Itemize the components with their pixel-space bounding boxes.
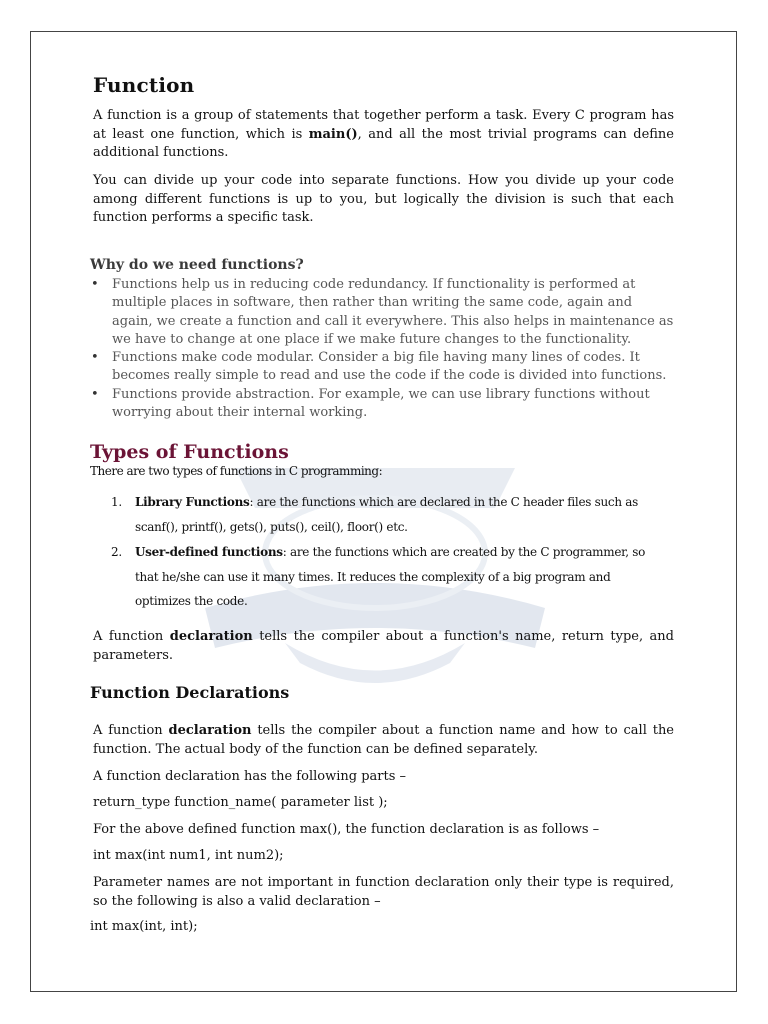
list-item: • Functions provide abstraction. For example, we can use library functions without worrying about their internal working.	[90, 386, 676, 423]
declarations-paragraph-2: A function declaration has the following parts –	[93, 769, 407, 784]
declarations-paragraph-4: Parameter names are not important in function declaration only their type is required, so the following is also a valid declaration –	[93, 875, 674, 909]
why-heading: Why do we need functions?	[90, 257, 304, 273]
code-line: int max(int num1, int num2);	[93, 848, 284, 863]
declaration-term: declaration	[168, 723, 252, 738]
declarations-heading: Function Declarations	[90, 683, 290, 702]
list-item-term: User-defined functions	[135, 545, 283, 559]
list-item: • Functions make code modular. Consider a big file having many lines of codes. It becomes really simple to read and use the code if the code is divided into functions.	[90, 349, 676, 386]
list-item-text: : are the functions which are created by the C programmer, so that he/she can use it many times. It reduces the complexity of a big program and optimizes the code.	[135, 545, 646, 608]
page-title: Function	[93, 73, 195, 97]
intro-paragraph-2: You can divide up your code into separate functions. How you divide up your code among different functions is up to you, but logically the division is such that each function performs a specific task.	[93, 173, 674, 225]
main-function-name: main()	[308, 126, 358, 142]
types-heading: Types of Functions	[90, 441, 289, 463]
list-item	[110, 540, 662, 614]
why-bullet-list	[90, 276, 676, 422]
declaration-intro: A function declaration tells the compiler about a function's name, return type, and parameters.	[93, 629, 675, 663]
list-item-term: Library Functions	[135, 495, 250, 509]
types-intro: There are two types of functions in C programming:	[90, 464, 383, 478]
list-number: 1.	[111, 495, 122, 509]
list-item: • Functions help us in reducing code redundancy. If functionality is performed at multiple places in software, then rather than writing the same code, again and again, we create a function and call it everywhere. This also helps in maintenance as we have to change at one place if we make future changes to the functionality.	[90, 276, 676, 349]
code-line: int max(int, int);	[90, 919, 198, 934]
types-list	[110, 490, 662, 615]
declarations-paragraph-3: For the above defined function max(), the function declaration is as follows –	[93, 822, 600, 837]
declaration-term: declaration	[169, 629, 253, 644]
list-item	[110, 490, 662, 539]
intro-paragraph-1: A function is a group of statements that together perform a task. Every C program has at least one function, which is main(), and all the most trivial programs can define additional functions.	[93, 108, 674, 160]
declarations-paragraph-1: A function declaration tells the compiler about a function name and how to call the function. The actual body of the function can be defined separately.	[93, 723, 675, 757]
list-item-text: : are the functions which are declared in the C header files such as scanf(), printf(), gets(), puts(), ceil(), floor() etc.	[135, 495, 639, 534]
code-line: return_type function_name( parameter list );	[93, 795, 388, 810]
list-number: 2.	[111, 545, 122, 559]
